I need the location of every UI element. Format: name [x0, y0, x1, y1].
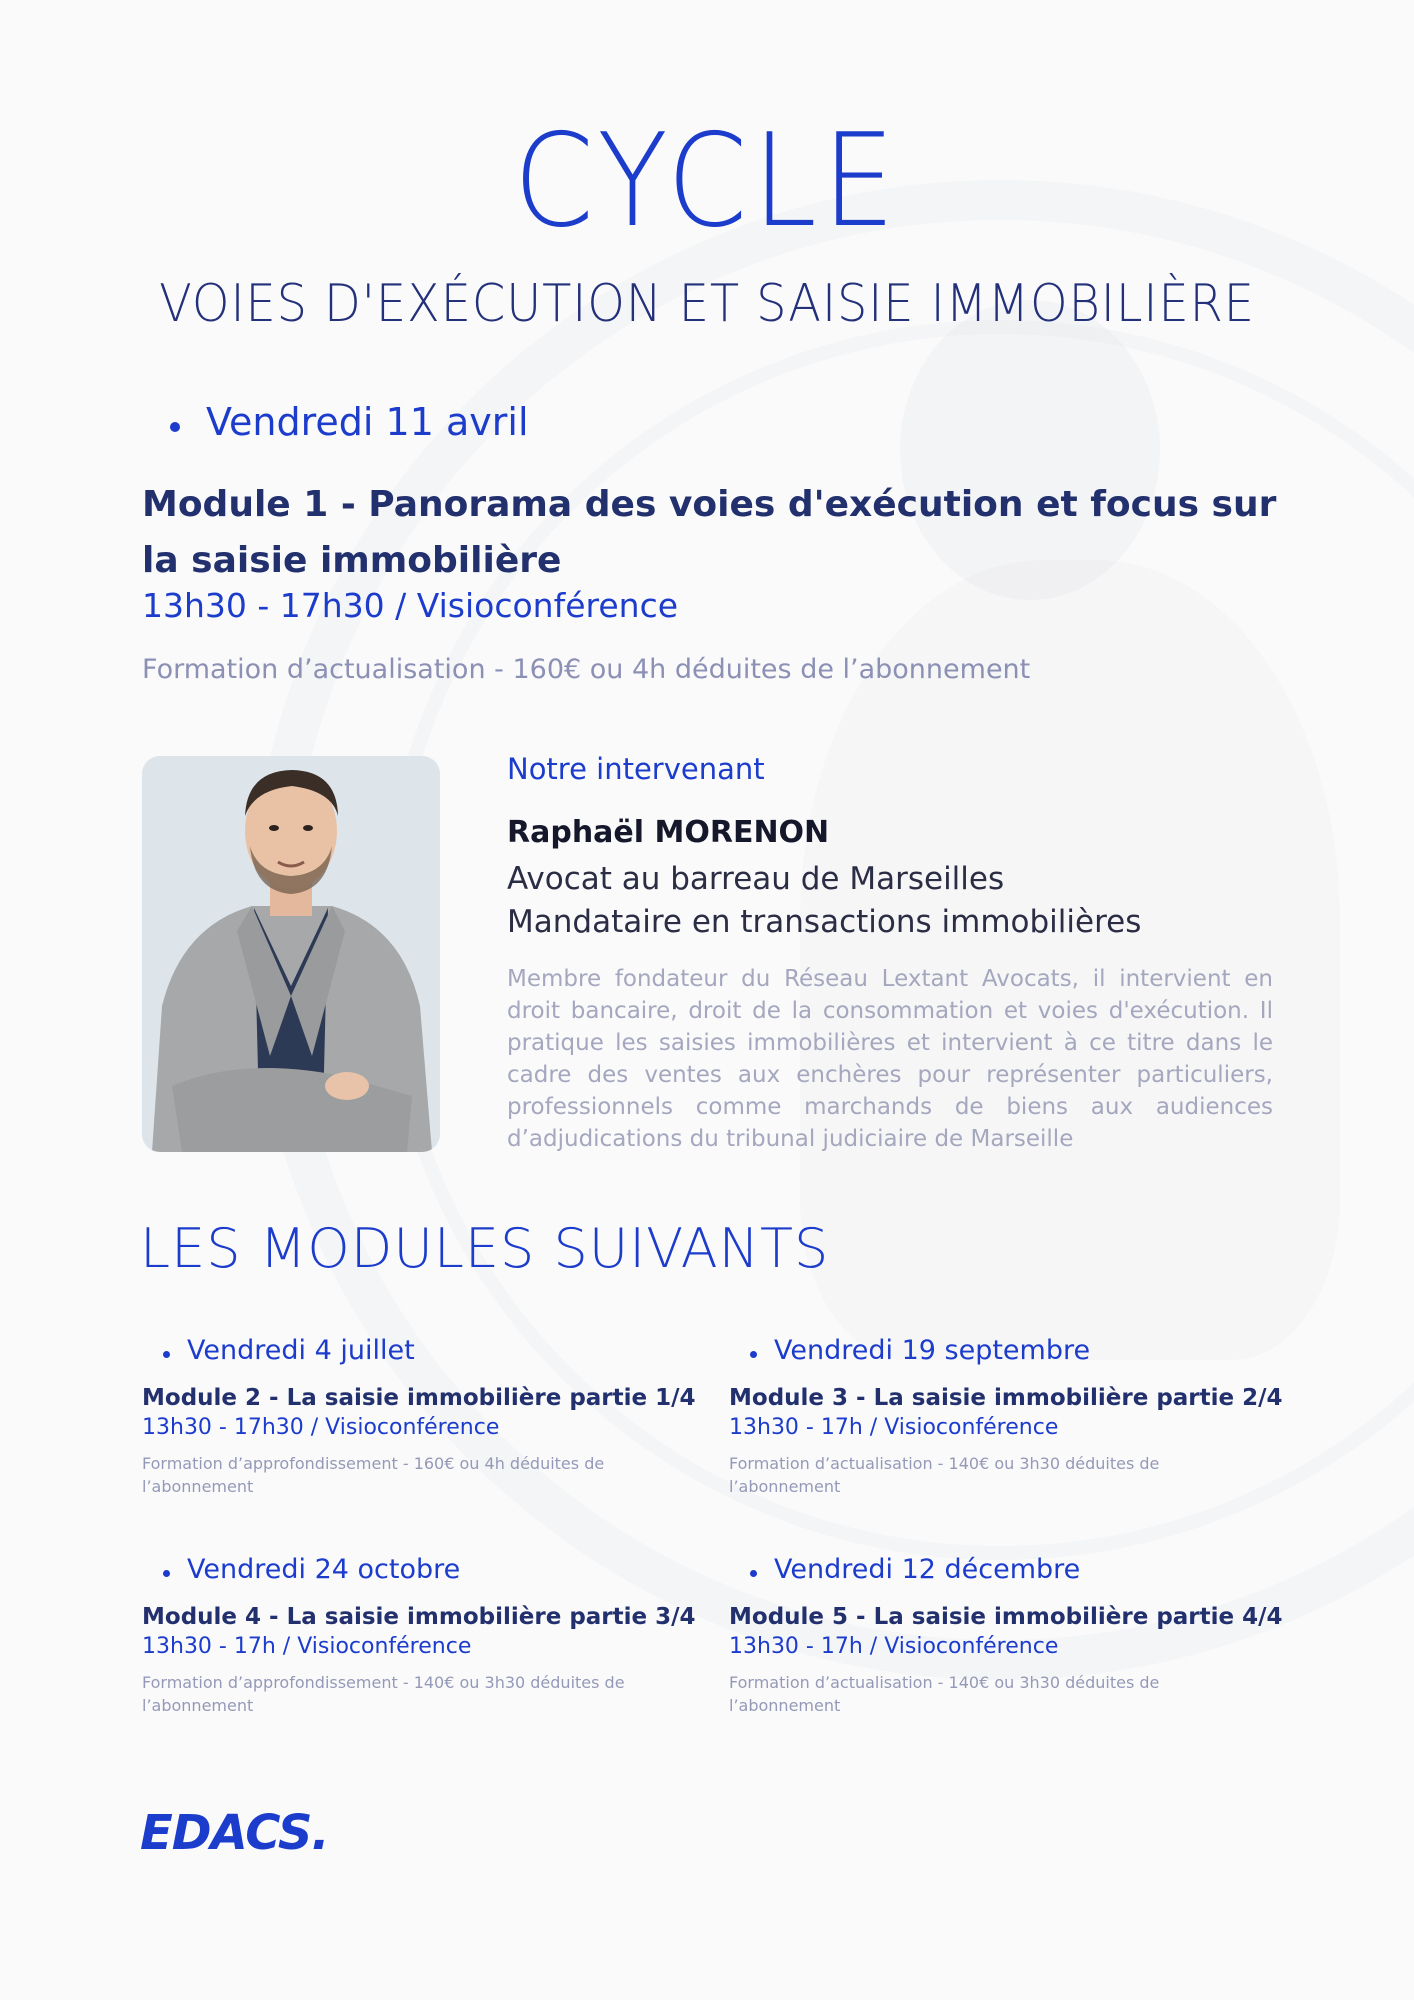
speaker-portrait-illustration	[142, 756, 440, 1152]
module-title: Module 3 - La saisie immobilière partie 2/4	[729, 1385, 1283, 1411]
module-info: Formation d’actualisation - 140€ ou 3h30 déduites de l’abonnement	[729, 1673, 1160, 1715]
bullet-icon	[750, 1570, 757, 1577]
module-card-2	[142, 1335, 702, 1498]
module-info: Formation d’approfondissement - 160€ ou 4h déduites de l’abonnement	[142, 1454, 605, 1496]
page-subtitle: VOIES D'EXÉCUTION ET SAISIE IMMOBILIÈRE	[159, 274, 1255, 334]
speaker-photo	[142, 756, 440, 1152]
main-module-time: 13h30 - 17h30 / Visioconférence	[142, 586, 679, 625]
main-module-title: Module 1 - Panorama des voies d'exécution et focus sur la saisie immobilière	[142, 484, 1277, 581]
module-card-3	[729, 1335, 1289, 1498]
bullet-icon	[163, 1351, 170, 1358]
bullet-icon	[750, 1351, 757, 1358]
speaker-role-agent: Mandataire en transactions immobilières	[507, 904, 1142, 940]
module-time: 13h30 - 17h / Visioconférence	[142, 1634, 472, 1659]
module-date-text: Vendredi 4 juillet	[187, 1335, 415, 1366]
bullet-icon	[170, 422, 180, 432]
module-title: Module 5 - La saisie immobilière partie 4/4	[729, 1604, 1283, 1630]
svg-text:EDACS.: EDACS.	[140, 1805, 329, 1857]
module-date	[187, 1554, 702, 1594]
speaker-heading: Notre intervenant	[507, 752, 765, 786]
speaker-role-lawyer: Avocat au barreau de Marseilles	[507, 861, 1005, 897]
module-date	[774, 1335, 1289, 1375]
page-title: CYCLE	[513, 107, 901, 256]
module-card-5	[729, 1554, 1289, 1717]
module-time: 13h30 - 17h30 / Visioconférence	[142, 1415, 500, 1440]
main-module-info: Formation d’actualisation - 160€ ou 4h déduites de l’abonnement	[142, 654, 1031, 685]
module-title: Module 2 - La saisie immobilière partie 1/4	[142, 1385, 696, 1411]
module-date-text: Vendredi 24 octobre	[187, 1554, 461, 1585]
module-date-text: Vendredi 12 décembre	[774, 1554, 1081, 1585]
speaker-name: Raphaël MORENON	[507, 815, 830, 850]
bullet-icon	[163, 1570, 170, 1577]
next-modules-heading: LES MODULES SUIVANTS	[140, 1217, 830, 1280]
main-session-date-text: Vendredi 11 avril	[206, 400, 529, 444]
edacs-logo-mark	[140, 1805, 350, 1857]
speaker-bio: Membre fondateur du Réseau Lextant Avocats, il intervient en droit bancaire, droit de la consommation et voies d'exécution. Il pratique les saisies immobilières et intervient à ce titre dans le cadre des ventes aux enchères pour représenter particuliers, professionnels comme marchands de biens aux audiences d’adjudications du tribunal judiciaire de Marseille	[507, 966, 1273, 1152]
main-session-date	[170, 400, 529, 444]
module-info: Formation d’actualisation - 140€ ou 3h30 déduites de l’abonnement	[729, 1454, 1160, 1496]
module-info: Formation d’approfondissement - 140€ ou 3h30 déduites de l’abonnement	[142, 1673, 625, 1715]
module-time: 13h30 - 17h / Visioconférence	[729, 1634, 1059, 1659]
edacs-logo	[140, 1805, 350, 1857]
module-title: Module 4 - La saisie immobilière partie 3/4	[142, 1604, 696, 1630]
module-card-4	[142, 1554, 702, 1717]
module-date	[774, 1554, 1289, 1594]
module-date-text: Vendredi 19 septembre	[774, 1335, 1091, 1366]
module-date	[187, 1335, 702, 1375]
module-time: 13h30 - 17h / Visioconférence	[729, 1415, 1059, 1440]
